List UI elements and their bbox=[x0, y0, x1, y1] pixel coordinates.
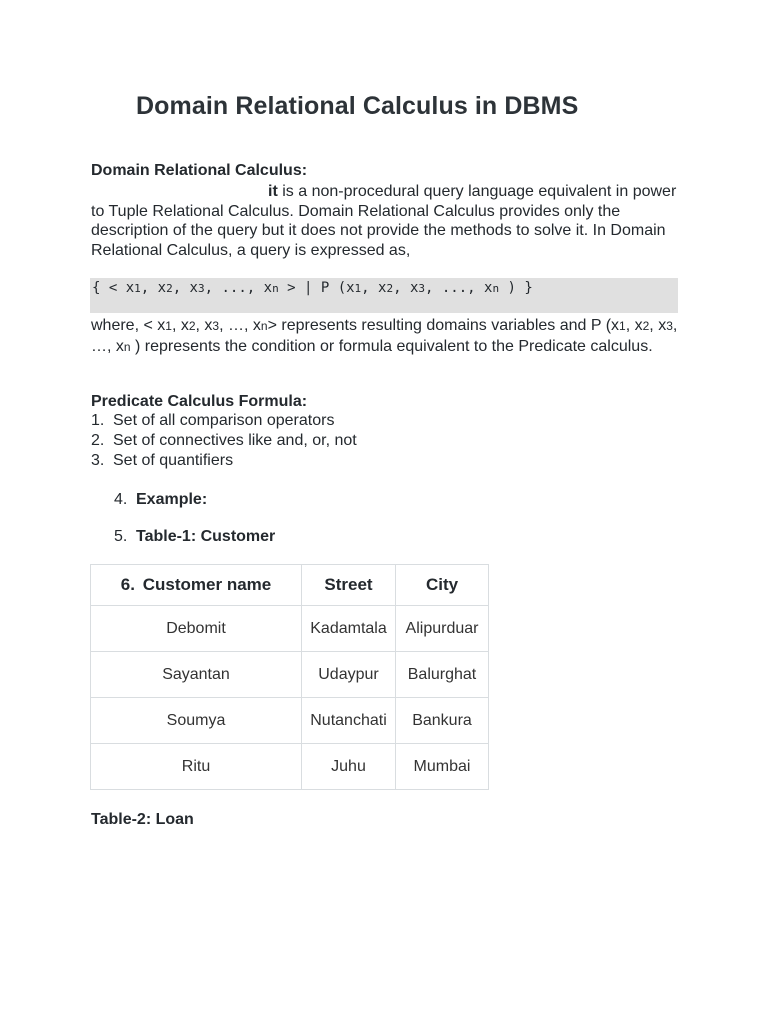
table-cell: Juhu bbox=[302, 744, 396, 790]
table-cell: Nutanchati bbox=[302, 698, 396, 744]
list-item: 2. Set of connectives like and, or, not bbox=[91, 432, 357, 449]
table1-heading: 5. Table-1: Customer bbox=[114, 528, 276, 545]
table-cell: Alipurduar bbox=[396, 606, 489, 652]
page-title: Domain Relational Calculus in DBMS bbox=[136, 92, 579, 120]
intro-text-rest: power to Tuple Relational Calculus. Domain Relational Calculus provides only the description of the query but it does not provide the methods to solve it. In Domain Relational Calculus, a query is expressed as, bbox=[91, 183, 677, 260]
table-cell: Kadamtala bbox=[302, 606, 396, 652]
table-row bbox=[91, 698, 489, 744]
table2-heading: Table-2: Loan bbox=[91, 811, 194, 828]
intro-lead-bold: it bbox=[268, 183, 278, 200]
table-row bbox=[91, 652, 489, 698]
list-item: 1. Set of all comparison operators bbox=[91, 412, 335, 429]
query-expression-code: { < x1, x2, x3, ..., xn > | P (x1, x2, x3, ..., xn ) } bbox=[90, 278, 678, 313]
table-row bbox=[91, 744, 489, 790]
column-header-customer-name: 6. Customer name bbox=[91, 565, 302, 606]
table-cell: Udaypur bbox=[302, 652, 396, 698]
section-heading-predicate: Predicate Calculus Formula: bbox=[91, 393, 308, 410]
table-cell: Sayantan bbox=[91, 652, 302, 698]
table-cell: Mumbai bbox=[396, 744, 489, 790]
table-cell: Ritu bbox=[91, 744, 302, 790]
predicate-list bbox=[91, 411, 357, 471]
table-row bbox=[91, 606, 489, 652]
intro-text-line1: is a non-procedural query language equivalent in bbox=[277, 183, 629, 200]
customer-table bbox=[90, 564, 489, 790]
column-header-city: City bbox=[396, 565, 489, 606]
list-item: 3. Set of quantifiers bbox=[91, 452, 234, 469]
table-cell: Balurghat bbox=[396, 652, 489, 698]
column-header-street: Street bbox=[302, 565, 396, 606]
intro-paragraph bbox=[91, 182, 681, 261]
table-cell: Soumya bbox=[91, 698, 302, 744]
table-header-row bbox=[91, 565, 489, 606]
section-heading-drc: Domain Relational Calculus: bbox=[91, 162, 308, 179]
example-heading: 4. Example: bbox=[114, 491, 208, 508]
where-paragraph: where, < x1, x2, x3, …, xn> represents resulting domains variables and P (x1, x2, x3, …, xn ) represents the condition or formula equivalent to the Predicate calculus. bbox=[91, 317, 678, 355]
table-cell: Bankura bbox=[396, 698, 489, 744]
table-cell: Debomit bbox=[91, 606, 302, 652]
